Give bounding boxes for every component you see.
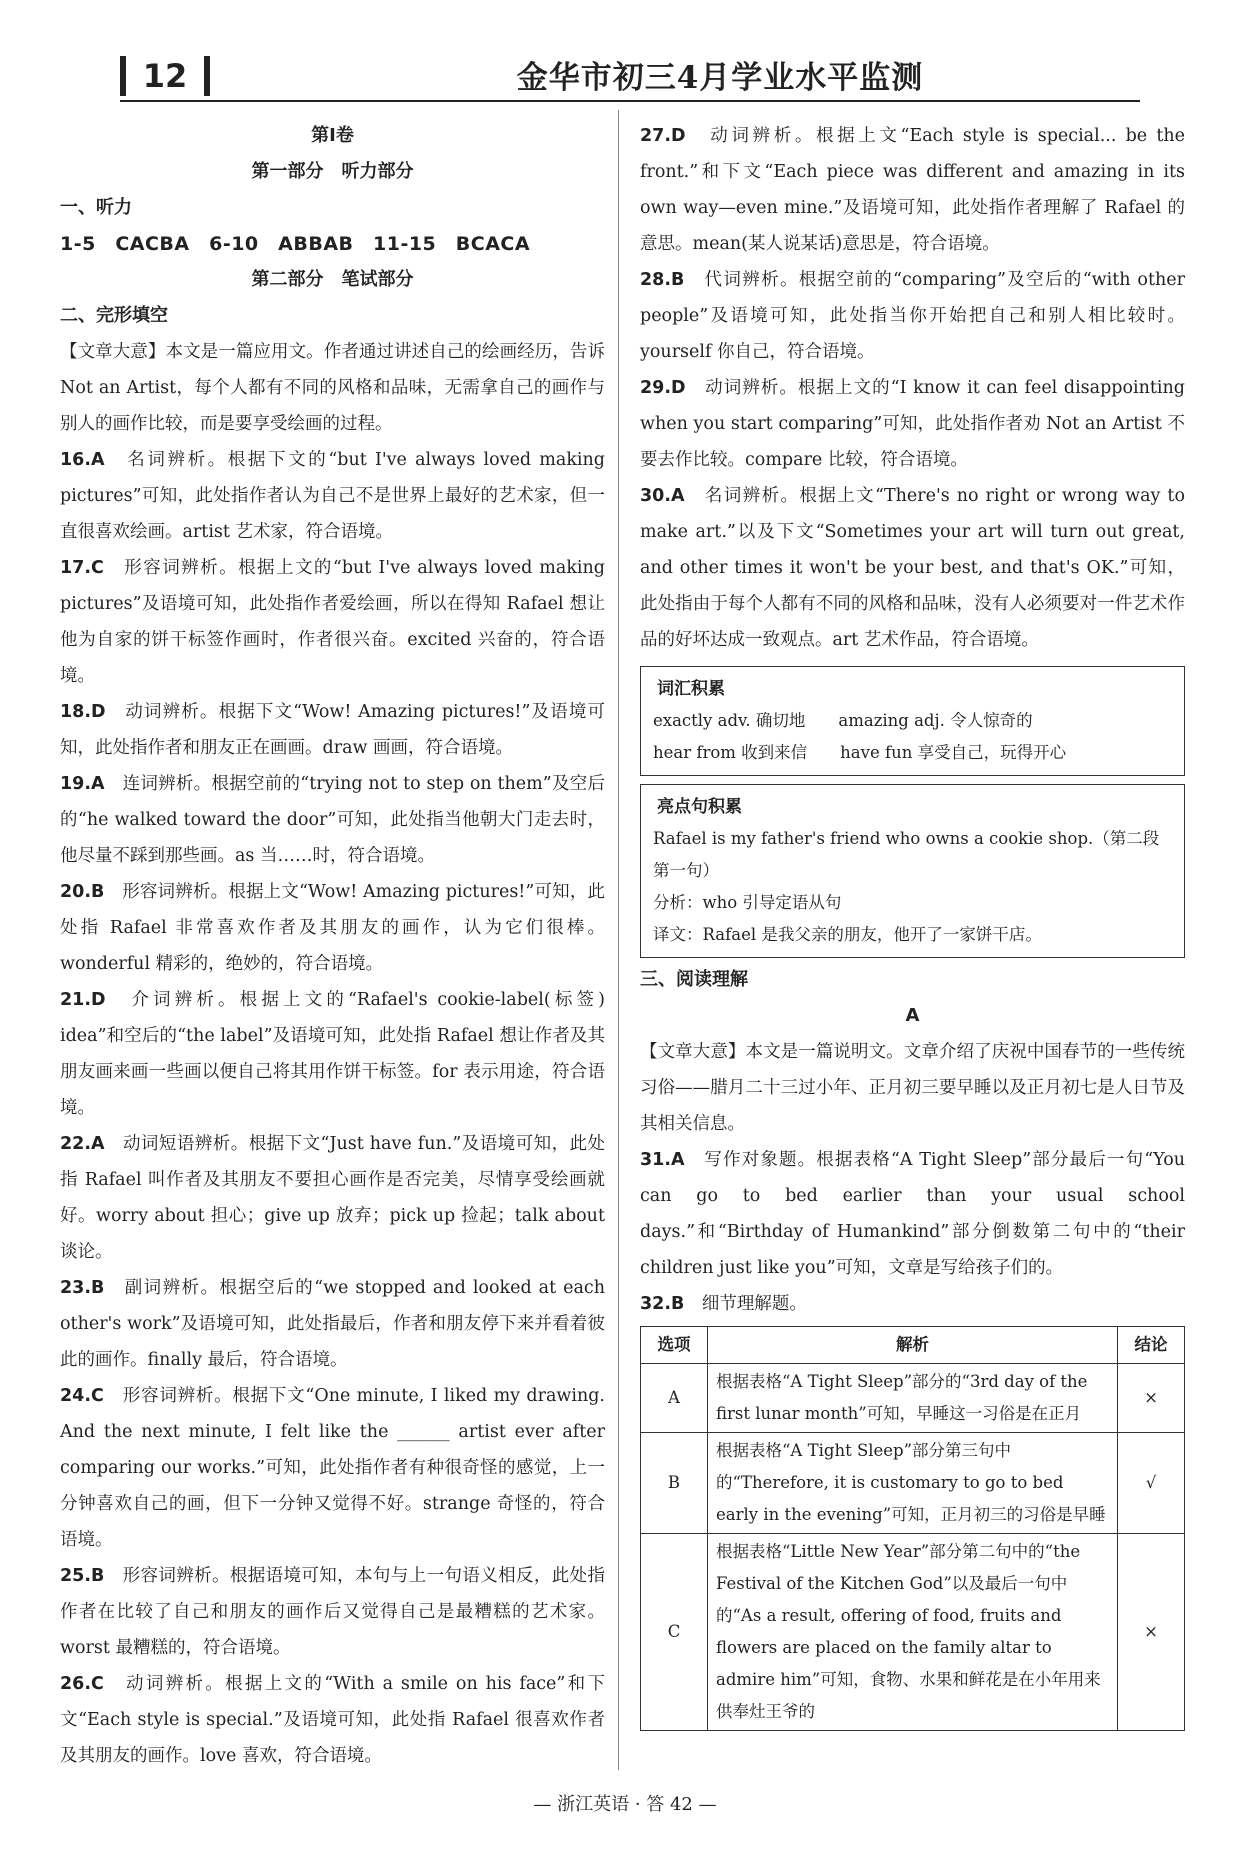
answer-explanation: 形容词辨析。根据语境可知，本句与上一句语义相反，此处指作者在比较了自己和朋友的画作后又觉得自己是最糟糕的艺术家。worst 最糟糕的，符合语境。	[60, 1566, 606, 1658]
col-analysis: 解析	[708, 1327, 1118, 1364]
table-row	[641, 1433, 1185, 1534]
answer-item	[640, 1286, 1185, 1322]
answer-key: 16.A	[60, 450, 105, 470]
answer-explanation: 细节理解题。	[701, 1294, 807, 1314]
vocab-title: 词汇积累	[653, 673, 729, 705]
section-listening: 一、听力	[60, 197, 132, 218]
listening-answers: 1-5 CACBA 6-10 ABBAB 11-15 BCACA	[60, 233, 531, 255]
sentence-box	[640, 784, 1185, 958]
sentence-translation: 译文：Rafael 是我父亲的朋友，他开了一家饼干店。	[653, 925, 1042, 944]
column-divider	[618, 110, 619, 1770]
answer-item	[60, 1378, 605, 1558]
section-reading: 三、阅读理解	[640, 969, 748, 990]
answer-item	[640, 1142, 1185, 1286]
answer-explanation: 形容词辨析。根据下文“One minute, I liked my drawing. And the next minute, I felt like the ______ artist ever after comparing our works.”可知，此处指作者有种很奇怪的感觉，上一分钟喜欢自己的画，但下一分钟又觉得不好。strange 奇怪的，符合语境。	[60, 1386, 605, 1550]
answer-list	[640, 118, 1185, 658]
analysis-cell: 根据表格“Little New Year”部分第二句中的“the Festival of the Kitchen God”以及最后一句中的“As a result, offering of food, fruits and flowers are placed on the family altar to admire him”可知，食物、水果和鲜花是在小年用来供奉灶王爷的	[708, 1534, 1118, 1731]
left-column	[60, 118, 605, 1774]
answer-explanation: 副词辨析。根据空后的“we stopped and looked at each other's work”及语境可知，此处指最后，作者和朋友停下来并看着彼此的画作。finally 最后，符合语境。	[60, 1278, 605, 1370]
answer-key: 32.B	[640, 1294, 685, 1314]
answer-explanation: 形容词辨析。根据上文“Wow! Amazing pictures!”可知，此处指 Rafael 非常喜欢作者及其朋友的画作，认为它们很棒。wonderful 精彩的，绝妙的，符合语境。	[60, 882, 605, 974]
answer-key: 31.A	[640, 1150, 685, 1170]
answer-explanation: 动词辨析。根据下文“Wow! Amazing pictures!”及语境可知，此处指作者和朋友正在画画。draw 画画，符合语境。	[60, 702, 605, 758]
col-result: 结论	[1118, 1327, 1185, 1364]
table-row	[641, 1364, 1185, 1433]
answer-item	[60, 766, 605, 874]
section-number: 12	[120, 56, 210, 96]
answer-explanation: 动词短语辨析。根据下文“Just have fun.”及语境可知，此处指 Rafael 叫作者及其朋友不要担心画作是否完美，尽情享受绘画就好。worry about 担心；give up 放弃；pick up 捡起；talk about 谈论。	[60, 1134, 605, 1262]
result-cell: ×	[1118, 1534, 1185, 1731]
answer-key: 26.C	[60, 1674, 104, 1694]
answer-explanation: 介词辨析。根据上文的“Rafael's cookie-label(标签) idea”和空后的“the label”及语境可知，此处指 Rafael 想让作者及其朋友画来画一些画以便自己将其用作饼干标签。for 表示用途，符合语境。	[60, 990, 606, 1118]
answer-item	[60, 550, 605, 694]
answer-key: 29.D	[640, 378, 686, 398]
answer-item	[60, 442, 605, 550]
option-cell: A	[641, 1364, 708, 1433]
answer-key: 19.A	[60, 774, 105, 794]
answer-item	[60, 1666, 605, 1774]
part2-title: 第二部分 笔试部分	[251, 269, 414, 290]
answer-explanation: 动词辨析。根据上文的“With a smile on his face”和下文“Each style is special.”及语境可知，此处指 Rafael 很喜欢作者及其朋友的画作。love 喜欢，符合语境。	[60, 1674, 605, 1766]
col-option: 选项	[641, 1327, 708, 1364]
answer-explanation: 名词辨析。根据上文“There's no right or wrong way to make art.”以及下文“Sometimes your art will turn out great, and other times it won't be your best, and that's OK.”可知，此处指由于每个人都有不同的风格和品味，没有人必须要对一件艺术作品的好坏达成一致观点。art 艺术作品，符合语境。	[640, 486, 1185, 650]
answer-explanation: 动词辨析。根据上文的“I know it can feel disappointing when you start comparing”可知，此处指作者劝 Not an Artist 不要去作比较。compare 比较，符合语境。	[640, 378, 1186, 470]
sentence-analysis: 分析：who 引导定语从句	[653, 893, 842, 912]
answer-explanation: 代词辨析。根据空前的“comparing”及空后的“with other people”及语境可知，此处指当你开始把自己和别人相比较时。yourself 你自己，符合语境。	[640, 270, 1185, 362]
option-cell: C	[641, 1534, 708, 1731]
option-cell: B	[641, 1433, 708, 1534]
page-title: 金华市初三4月学业水平监测	[516, 60, 924, 96]
part1-title: 第一部分 听力部分	[251, 161, 414, 182]
table-header-row	[641, 1327, 1185, 1364]
answer-key: 21.D	[60, 990, 106, 1010]
vocab-line: exactly adv. 确切地 amazing adj. 令人惊奇的	[653, 711, 1033, 730]
passage-label: A	[905, 1005, 920, 1026]
answer-key: 22.A	[60, 1134, 105, 1154]
answer-item	[640, 118, 1185, 262]
answer-item	[640, 370, 1185, 478]
result-cell: ×	[1118, 1364, 1185, 1433]
answer-key: 18.D	[60, 702, 106, 722]
sentence-title: 亮点句积累	[653, 791, 746, 823]
article-summary: 【文章大意】本文是一篇应用文。作者通过讲述自己的绘画经历，告诉 Not an Artist，每个人都有不同的风格和品味，无需拿自己的画作与别人的画作比较，而是要享受绘画的过程。	[60, 342, 605, 434]
answer-item	[60, 694, 605, 766]
answer-item	[640, 262, 1185, 370]
answer-explanation: 连词辨析。根据空前的“trying not to step on them”及空后的“he walked toward the door”可知，此处指当他朝大门走去时，他尽量不踩到那些画。as 当……时，符合语境。	[60, 774, 606, 866]
answer-key: 27.D	[640, 126, 686, 146]
analysis-table	[640, 1326, 1185, 1731]
answer-explanation: 名词辨析。根据下文的“but I've always loved making pictures”可知，此处指作者认为自己不是世界上最好的艺术家，但一直很喜欢绘画。artist 艺术家，符合语境。	[60, 450, 606, 542]
table-row	[641, 1534, 1185, 1731]
analysis-cell: 根据表格“A Tight Sleep”部分的“3rd day of the first lunar month”可知，早睡这一习俗是在正月	[708, 1364, 1118, 1433]
answer-list	[60, 442, 605, 1774]
volume-title: 第Ⅰ卷	[311, 125, 354, 146]
answer-item	[60, 874, 605, 982]
right-column	[640, 118, 1185, 1731]
vocab-line: hear from 收到来信 have fun 享受自己，玩得开心	[653, 743, 1067, 762]
page-footer: — 浙江英语 · 答 42 —	[533, 1794, 717, 1815]
answer-key: 30.A	[640, 486, 685, 506]
answer-key: 28.B	[640, 270, 685, 290]
answer-explanation: 形容词辨析。根据上文的“but I've always loved making pictures”及语境可知，此处指作者爱绘画，所以在得知 Rafael 想让他为自家的饼干标签作画时，作者很兴奋。excited 兴奋的，符合语境。	[60, 558, 606, 686]
answer-explanation: 动词辨析。根据上文“Each style is special... be the front.”和下文“Each piece was different and amazing in its own way—even mine.”及语境可知，此处指作者理解了 Rafael 的意思。mean(某人说某话)意思是，符合语境。	[640, 126, 1185, 254]
article-summary: 【文章大意】本文是一篇说明文。文章介绍了庆祝中国春节的一些传统习俗——腊月二十三过小年、正月初三要早睡以及正月初七是人日节及其相关信息。	[640, 1042, 1185, 1134]
section-cloze: 二、完形填空	[60, 305, 168, 326]
answer-key: 17.C	[60, 558, 104, 578]
header-rule	[120, 100, 1140, 102]
highlight-sentence: Rafael is my father's friend who owns a cookie shop.（第二段第一句）	[653, 829, 1160, 880]
analysis-cell: 根据表格“A Tight Sleep”部分第三句中的“Therefore, it is customary to go to bed early in the evening”可知，正月初三的习俗是早睡	[708, 1433, 1118, 1534]
answer-key: 23.B	[60, 1278, 105, 1298]
answer-item	[640, 478, 1185, 658]
answer-item	[60, 1270, 605, 1378]
answer-key: 24.C	[60, 1386, 104, 1406]
answer-item	[60, 1126, 605, 1270]
vocab-box	[640, 666, 1185, 776]
answer-key: 20.B	[60, 882, 105, 902]
result-cell: √	[1118, 1433, 1185, 1534]
answer-key: 25.B	[60, 1566, 105, 1586]
page-header	[120, 52, 1140, 98]
answer-item	[60, 982, 605, 1126]
answer-item	[60, 1558, 605, 1666]
answer-explanation: 写作对象题。根据表格“A Tight Sleep”部分最后一句“You can go to bed earlier than your usual school days.”和“Birthday of Humankind”部分倒数第二句中的“their children just like you”可知，文章是写给孩子们的。	[640, 1150, 1186, 1278]
